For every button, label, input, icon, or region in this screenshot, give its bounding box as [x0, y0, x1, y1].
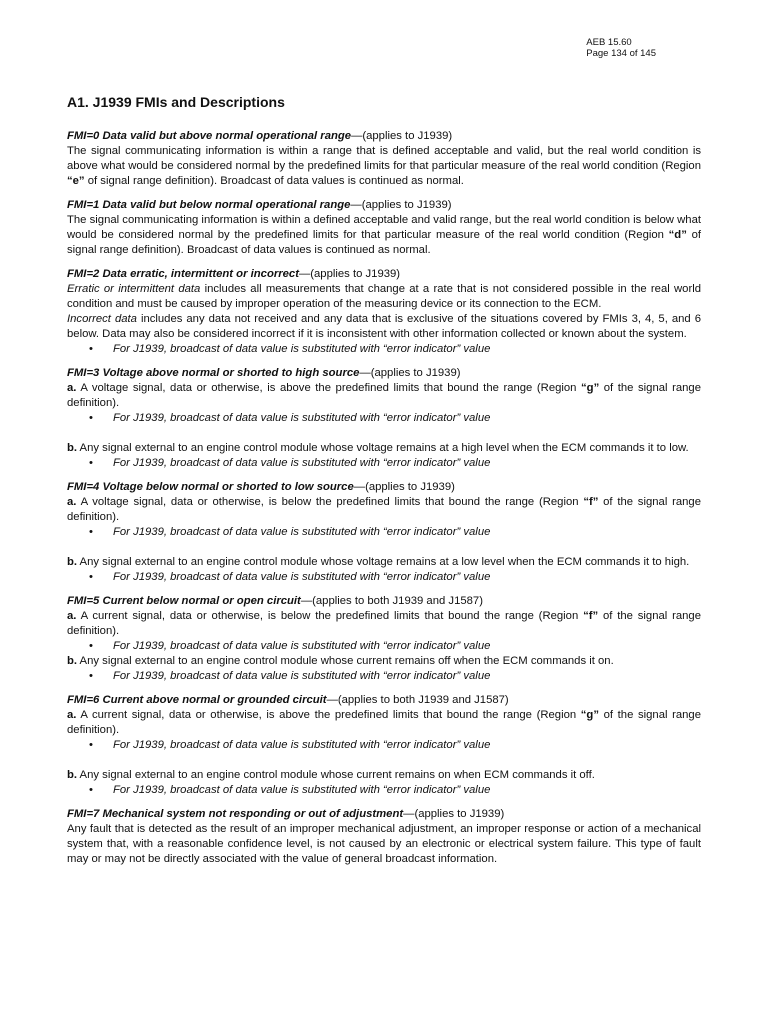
fmi-5-bullet-a: • For J1939, broadcast of data value is substituted with “error indicator” value [89, 640, 491, 652]
fmi-3-section [67, 366, 701, 471]
fmi-1-section [67, 198, 701, 258]
fmi-2-applies: —(applies to J1939) [298, 268, 401, 280]
fmi-6-section [67, 693, 701, 798]
fmi-4-section [67, 480, 701, 585]
fmi-4-bullet-a: • For J1939, broadcast of data value is substituted with “error indicator” value [89, 526, 491, 538]
fmi-7-section [67, 807, 701, 867]
fmi-3-heading: FMI=3 Voltage above normal or shorted to high source [67, 367, 360, 379]
document-body [67, 129, 701, 876]
fmi-6-part-a: a. A current signal, data or otherwise, is above the predefined limits that bound the range (Region “g” of the signal range definition). [67, 709, 702, 736]
fmi-2-erratic-text: Erratic or intermittent data includes all measurements that change at a rate that is not considered possible in the real world condition and must be caused by improper operation of the measuring device or its connection to the ECM. [67, 283, 701, 310]
fmi-2-section [67, 267, 701, 357]
fmi-5-applies: —(applies to both J1939 and J1587) [300, 595, 483, 607]
page-number: Page 134 of 145 [586, 48, 656, 59]
fmi-2-heading: FMI=2 Data erratic, intermittent or incorrect [67, 268, 299, 280]
doc-number: AEB 15.60 [586, 37, 632, 48]
fmi-4-bullet-b: • For J1939, broadcast of data value is substituted with “error indicator” value [89, 571, 491, 583]
page-header [586, 37, 656, 59]
fmi-6-bullet-b: • For J1939, broadcast of data value is substituted with “error indicator” value [89, 784, 491, 796]
fmi-0-description: The signal communicating information is within a range that is defined acceptable and valid, but the real world condition is above what would be considered normal by the predefined limits for that particular measure of the real world condition (Region “e” of signal range definition). Broadcast of data values is continued as normal. [67, 145, 701, 187]
fmi-4-heading: FMI=4 Voltage below normal or shorted to low source [67, 481, 354, 493]
fmi-0-applies: —(applies to J1939) [351, 130, 453, 142]
fmi-7-heading: FMI=7 Mechanical system not responding or out of adjustment [67, 808, 404, 820]
fmi-5-bullet-b: • For J1939, broadcast of data value is substituted with “error indicator” value [89, 670, 491, 682]
fmi-5-heading: FMI=5 Current below normal or open circuit [67, 595, 301, 607]
fmi-3-bullet-a: • For J1939, broadcast of data value is substituted with “error indicator” value [89, 412, 491, 424]
fmi-6-bullet-a: • For J1939, broadcast of data value is substituted with “error indicator” value [89, 739, 491, 751]
fmi-5-part-b: b. Any signal external to an engine control module whose current remains off when the ECM commands it on. [67, 655, 614, 667]
fmi-4-part-a: a. A voltage signal, data or otherwise, is below the predefined limits that bound the range (Region “f” of the signal range definition). [67, 496, 701, 523]
fmi-6-heading: FMI=6 Current above normal or grounded circuit [67, 694, 327, 706]
fmi-4-part-b: b. Any signal external to an engine control module whose voltage remains at a low level when the ECM commands it to high. [67, 556, 690, 568]
fmi-3-part-b: b. Any signal external to an engine control module whose voltage remains at a high level when the ECM commands it to low. [67, 442, 689, 454]
fmi-0-section [67, 129, 701, 189]
fmi-3-part-a: a. A voltage signal, data or otherwise, is above the predefined limits that bound the range (Region “g” of the signal range definition). [67, 382, 701, 409]
fmi-1-applies: —(applies to J1939) [350, 199, 452, 211]
fmi-1-heading: FMI=1 Data valid but below normal operational range [67, 199, 351, 211]
fmi-5-part-a: a. A current signal, data or otherwise, is below the predefined limits that bound the range (Region “f” of the signal range definition). [67, 610, 701, 637]
fmi-7-applies: —(applies to J1939) [403, 808, 505, 820]
fmi-2-incorrect-text: Incorrect data includes any data not received and any data that is exclusive of the situations covered by FMIs 3, 4, 5, and 6 below. Data may also be considered incorrect if it is inconsistent with other information collected or known about the system. [67, 313, 701, 340]
fmi-6-part-b: b. Any signal external to an engine control module whose current remains on when ECM commands it off. [67, 769, 595, 781]
fmi-3-applies: —(applies to J1939) [359, 367, 461, 379]
fmi-3-bullet-b: • For J1939, broadcast of data value is substituted with “error indicator” value [89, 457, 491, 469]
fmi-7-description: Any fault that is detected as the result of an improper mechanical adjustment, an improper response or action of a mechanical system that, with a reasonable confidence level, is not caused by an electronic or electrical system failure. This type of fault may or may not be directly associated with the value of general broadcast information. [67, 823, 701, 865]
section-title: A1. J1939 FMIs and Descriptions [67, 94, 285, 110]
fmi-2-bullet: • For J1939, broadcast of data value is substituted with “error indicator” value [89, 343, 491, 355]
fmi-0-heading: FMI=0 Data valid but above normal operational range [67, 130, 352, 142]
fmi-4-applies: —(applies to J1939) [353, 481, 455, 493]
fmi-6-applies: —(applies to both J1939 and J1587) [326, 694, 509, 706]
fmi-1-description: The signal communicating information is within a defined acceptable and valid range, but the real world condition is below what would be considered normal by the predefined limits for that particular measure of the real world condition (Region “d” of signal range definition). Broadcast of data values is continued as normal. [67, 214, 701, 256]
fmi-5-section [67, 594, 701, 684]
